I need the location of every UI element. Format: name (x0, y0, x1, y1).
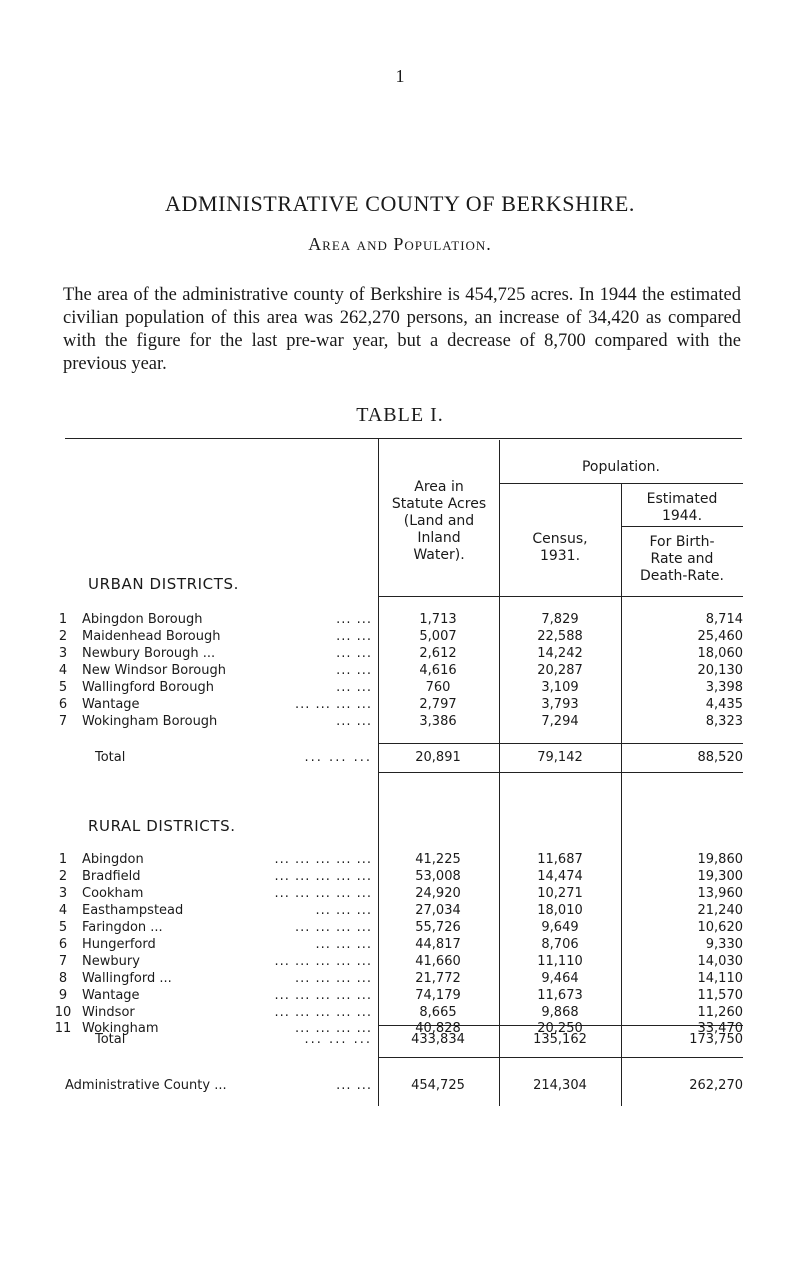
row-census: 11,687 (537, 852, 583, 867)
urban-total-row (0, 750, 800, 767)
table-row (0, 697, 800, 714)
row-area: 21,772 (415, 971, 461, 986)
header-birth-rate (621, 534, 743, 585)
row-estimated: 19,300 (697, 869, 743, 884)
row-estimated: 13,960 (697, 886, 743, 901)
row-estimated: 8,323 (705, 714, 743, 729)
header-census-line: Census, (532, 531, 588, 547)
row-leader: ... ... ... ... ... (274, 954, 372, 969)
row-census: 3,109 (541, 680, 579, 695)
row-area: 55,726 (415, 920, 461, 935)
header-estimated-line: Estimated (646, 491, 718, 507)
row-estimated: 4,435 (705, 697, 743, 712)
row-name: Faringdon ... (82, 920, 163, 935)
row-name: Wallingford ... (82, 971, 172, 986)
row-leader: ... ... (336, 646, 372, 661)
row-census: 9,868 (541, 1005, 579, 1020)
row-estimated: 11,260 (697, 1005, 743, 1020)
row-name: Wallingford Borough (82, 680, 214, 695)
header-census-line: 1931. (539, 548, 581, 564)
row-leader: ... ... (336, 1078, 372, 1093)
row-estimated: 14,030 (697, 954, 743, 969)
county-total-label: Administrative County ... (65, 1078, 227, 1093)
row-census: 11,110 (537, 954, 583, 969)
row-leader: ... ... ... (315, 937, 372, 952)
row-name: Wantage (82, 988, 140, 1003)
row-leader: ... ... ... ... ... (274, 988, 372, 1003)
row-number: 8 (58, 971, 68, 986)
table-title: TABLE I. (356, 404, 444, 426)
row-number: 3 (58, 886, 68, 901)
row-census: 14,242 (537, 646, 583, 661)
table-row (0, 937, 800, 954)
row-census: 7,829 (541, 612, 579, 627)
county-total-estimated: 262,270 (689, 1078, 743, 1093)
row-estimated: 25,460 (697, 629, 743, 644)
row-census: 3,793 (541, 697, 579, 712)
table-row (0, 971, 800, 988)
total-area: 20,891 (415, 750, 461, 765)
row-estimated: 10,620 (697, 920, 743, 935)
row-census: 11,673 (537, 988, 583, 1003)
row-name: Cookham (82, 886, 144, 901)
row-area: 27,034 (415, 903, 461, 918)
row-area: 2,612 (419, 646, 457, 661)
row-number: 2 (58, 869, 68, 884)
county-total-area: 454,725 (411, 1078, 465, 1093)
row-area: 2,797 (419, 697, 457, 712)
rule (378, 772, 743, 773)
row-number: 6 (58, 937, 68, 952)
row-area: 40,828 (415, 1021, 461, 1036)
header-estimated (621, 491, 743, 525)
table-row (0, 663, 800, 680)
county-total-census: 214,304 (533, 1078, 587, 1093)
row-number: 10 (54, 1005, 72, 1020)
table-row (0, 886, 800, 903)
row-area: 44,817 (415, 937, 461, 952)
table-row (0, 954, 800, 971)
row-name: Newbury Borough ... (82, 646, 216, 661)
row-leader: ... ... ... (304, 1032, 372, 1047)
row-number: 1 (58, 612, 68, 627)
row-leader: ... ... (336, 663, 372, 678)
section-subtitle: Area and Population. (308, 234, 492, 254)
row-estimated: 8,714 (705, 612, 743, 627)
header-area (379, 479, 499, 564)
header-area-line: Water). (413, 547, 465, 563)
row-name: Hungerford (82, 937, 156, 952)
row-estimated: 14,110 (697, 971, 743, 986)
row-number: 6 (58, 697, 68, 712)
row-census: 9,649 (541, 920, 579, 935)
header-population: Population. (581, 459, 660, 475)
row-leader: ... ... ... (304, 750, 372, 765)
row-census: 14,474 (537, 869, 583, 884)
row-leader: ... ... ... ... (295, 971, 372, 986)
row-estimated: 19,860 (697, 852, 743, 867)
row-area: 760 (425, 680, 451, 695)
row-area: 53,008 (415, 869, 461, 884)
county-total-row (0, 1078, 800, 1095)
urban-heading: URBAN DISTRICTS. (88, 575, 239, 593)
total-area: 433,834 (411, 1032, 465, 1047)
row-census: 10,271 (537, 886, 583, 901)
row-area: 24,920 (415, 886, 461, 901)
row-leader: ... ... ... ... (295, 697, 372, 712)
table-row (0, 646, 800, 663)
row-number: 4 (58, 663, 68, 678)
row-census: 18,010 (537, 903, 583, 918)
row-name: Abingdon Borough (82, 612, 203, 627)
rural-total-row (0, 1032, 800, 1049)
row-name: Newbury (82, 954, 140, 969)
row-name: Easthampstead (82, 903, 184, 918)
header-census (499, 531, 621, 565)
row-leader: ... ... (336, 714, 372, 729)
row-area: 41,225 (415, 852, 461, 867)
table-row (0, 903, 800, 920)
row-census: 20,287 (537, 663, 583, 678)
total-census: 135,162 (533, 1032, 587, 1047)
row-census: 9,464 (541, 971, 579, 986)
row-number: 9 (58, 988, 68, 1003)
total-census: 79,142 (537, 750, 583, 765)
rural-heading: RURAL DISTRICTS. (88, 817, 236, 835)
row-name: Wokingham (82, 1021, 159, 1036)
table-row (0, 1005, 800, 1022)
row-leader: ... ... ... ... ... (274, 1005, 372, 1020)
row-number: 1 (58, 852, 68, 867)
table-row (0, 920, 800, 937)
row-name: New Windsor Borough (82, 663, 226, 678)
row-census: 22,588 (537, 629, 583, 644)
header-birth-rate-line: For Birth- (649, 534, 715, 550)
table-row (0, 629, 800, 646)
row-census: 20,250 (537, 1021, 583, 1036)
rule (378, 743, 743, 744)
total-label: Total (95, 1032, 126, 1047)
rule (378, 596, 743, 597)
row-number: 4 (58, 903, 68, 918)
header-birth-rate-line: Rate and (650, 551, 714, 567)
row-leader: ... ... ... (315, 903, 372, 918)
header-area-line: Statute Acres (391, 496, 487, 512)
row-leader: ... ... (336, 680, 372, 695)
table-row (0, 869, 800, 886)
header-birth-rate-line: Death-Rate. (640, 568, 724, 584)
page-title: ADMINISTRATIVE COUNTY OF BERKSHIRE. (165, 191, 635, 216)
table-row (0, 988, 800, 1005)
row-census: 8,706 (541, 937, 579, 952)
intro-paragraph: The area of the administrative county of Berkshire is 454,725 acres. In 1944 the estimated civilian population of this area was 262,270 persons, an increase of 34,420 as compared with the figure for the last pre-war year, but a decrease of 8,700 compared with the previous year. (63, 285, 741, 374)
row-leader: ... ... ... ... (295, 920, 372, 935)
row-leader: ... ... ... ... ... (274, 852, 372, 867)
table-row (0, 714, 800, 731)
row-name: Wokingham Borough (82, 714, 218, 729)
row-name: Maidenhead Borough (82, 629, 221, 644)
table-row (0, 680, 800, 697)
page-number: 1 (395, 66, 405, 86)
row-area: 8,665 (419, 1005, 457, 1020)
row-estimated: 21,240 (697, 903, 743, 918)
row-estimated: 20,130 (697, 663, 743, 678)
total-estimated: 88,520 (697, 750, 743, 765)
row-estimated: 11,570 (697, 988, 743, 1003)
row-number: 7 (58, 954, 68, 969)
table-row (0, 852, 800, 869)
row-leader: ... ... (336, 629, 372, 644)
total-estimated: 173,750 (689, 1032, 743, 1047)
total-label: Total (95, 750, 126, 765)
row-leader: ... ... ... ... ... (274, 886, 372, 901)
row-leader: ... ... (336, 612, 372, 627)
rule (65, 438, 742, 439)
row-number: 2 (58, 629, 68, 644)
row-area: 4,616 (419, 663, 457, 678)
row-number: 7 (58, 714, 68, 729)
row-area: 5,007 (419, 629, 457, 644)
header-area-line: (Land and (403, 513, 475, 529)
header-area-line: Area in (414, 479, 464, 495)
row-area: 41,660 (415, 954, 461, 969)
header-area-line: Inland (417, 530, 461, 546)
rule (378, 1057, 743, 1058)
row-leader: ... ... ... ... ... (274, 869, 372, 884)
row-number: 5 (58, 920, 68, 935)
row-number: 11 (54, 1021, 72, 1036)
row-area: 74,179 (415, 988, 461, 1003)
row-leader: ... ... ... ... (295, 1021, 372, 1036)
row-name: Abingdon (82, 852, 144, 867)
row-name: Wantage (82, 697, 140, 712)
row-name: Bradfield (82, 869, 141, 884)
row-estimated: 9,330 (705, 937, 743, 952)
row-census: 7,294 (541, 714, 579, 729)
row-number: 5 (58, 680, 68, 695)
row-estimated: 18,060 (697, 646, 743, 661)
row-area: 3,386 (419, 714, 457, 729)
header-estimated-line: 1944. (661, 508, 703, 524)
rule (621, 526, 743, 527)
row-number: 3 (58, 646, 68, 661)
row-estimated: 33,470 (697, 1021, 743, 1036)
row-name: Windsor (82, 1005, 135, 1020)
row-area: 1,713 (419, 612, 457, 627)
table-row (0, 612, 800, 629)
row-estimated: 3,398 (705, 680, 743, 695)
